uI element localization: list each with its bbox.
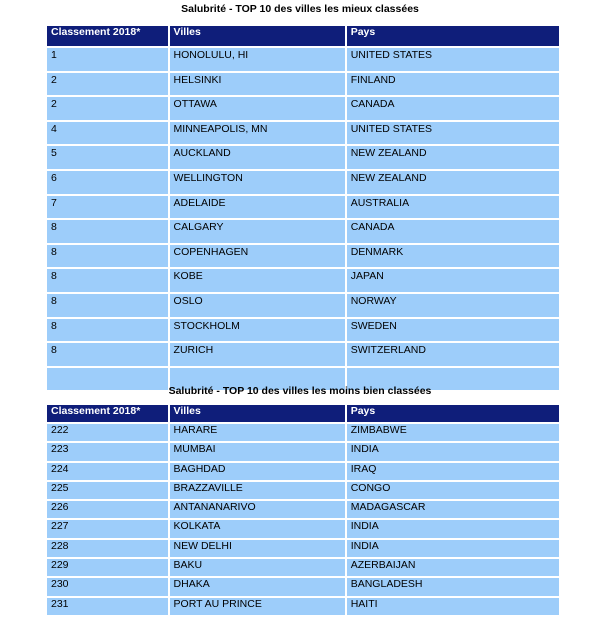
city-cell: ADELAIDE bbox=[170, 196, 345, 219]
country-cell: UNITED STATES bbox=[347, 48, 559, 71]
country-cell: DENMARK bbox=[347, 245, 559, 268]
country-cell: ZIMBABWE bbox=[347, 424, 559, 441]
rank-cell: 2 bbox=[47, 73, 168, 96]
city-cell: ANTANANARIVO bbox=[170, 501, 345, 518]
table-row bbox=[47, 196, 559, 219]
rank-cell: 227 bbox=[47, 520, 168, 537]
rank-cell: 2 bbox=[47, 97, 168, 120]
table-row bbox=[47, 48, 559, 71]
rank-cell: 8 bbox=[47, 245, 168, 268]
top-table-title: Salubrité - TOP 10 des villes les mieux classées bbox=[181, 3, 419, 15]
rank-cell: 8 bbox=[47, 319, 168, 342]
bottom-table-title: Salubrité - TOP 10 des villes les moins bien classées bbox=[168, 385, 432, 397]
city-cell: WELLINGTON bbox=[170, 171, 345, 194]
table-row bbox=[47, 73, 559, 96]
table-row bbox=[47, 343, 559, 366]
header-row bbox=[47, 26, 559, 46]
table-row bbox=[47, 269, 559, 292]
table-row bbox=[47, 146, 559, 169]
country-cell: NEW ZEALAND bbox=[347, 146, 559, 169]
table-row bbox=[47, 463, 559, 480]
country-column-header: Pays bbox=[347, 26, 559, 46]
rank-cell: 223 bbox=[47, 443, 168, 460]
country-cell: CONGO bbox=[347, 482, 559, 499]
country-cell: MADAGASCAR bbox=[347, 501, 559, 518]
city-column-header: Villes bbox=[170, 405, 345, 422]
city-cell: KOLKATA bbox=[170, 520, 345, 537]
header-row bbox=[47, 405, 559, 422]
table-header bbox=[47, 405, 559, 422]
rank-cell: 230 bbox=[47, 578, 168, 595]
country-cell: SWITZERLAND bbox=[347, 343, 559, 366]
city-cell: HONOLULU, HI bbox=[170, 48, 345, 71]
country-cell: NEW ZEALAND bbox=[347, 171, 559, 194]
rank-cell: 8 bbox=[47, 343, 168, 366]
city-cell: BAKU bbox=[170, 559, 345, 576]
rank-cell: 229 bbox=[47, 559, 168, 576]
table-row bbox=[47, 482, 559, 499]
city-cell: COPENHAGEN bbox=[170, 245, 345, 268]
city-cell: KOBE bbox=[170, 269, 345, 292]
table-row bbox=[47, 520, 559, 537]
rank-cell: 222 bbox=[47, 424, 168, 441]
country-cell: INDIA bbox=[347, 443, 559, 460]
table-row bbox=[47, 245, 559, 268]
city-cell: NEW DELHI bbox=[170, 540, 345, 557]
rank-cell: 8 bbox=[47, 220, 168, 243]
table-row bbox=[47, 540, 559, 557]
city-cell: OSLO bbox=[170, 294, 345, 317]
country-cell: CANADA bbox=[347, 220, 559, 243]
country-column-header: Pays bbox=[347, 405, 559, 422]
rank-cell: 8 bbox=[47, 269, 168, 292]
city-cell: BRAZZAVILLE bbox=[170, 482, 345, 499]
city-cell: AUCKLAND bbox=[170, 146, 345, 169]
country-cell: BANGLADESH bbox=[347, 578, 559, 595]
table-row bbox=[47, 294, 559, 317]
table-row bbox=[47, 501, 559, 518]
country-cell: JAPAN bbox=[347, 269, 559, 292]
country-cell: IRAQ bbox=[347, 463, 559, 480]
rank-cell: 225 bbox=[47, 482, 168, 499]
city-cell: PORT AU PRINCE bbox=[170, 598, 345, 615]
rank-cell: 224 bbox=[47, 463, 168, 480]
city-cell: BAGHDAD bbox=[170, 463, 345, 480]
country-cell: FINLAND bbox=[347, 73, 559, 96]
rank-cell: 4 bbox=[47, 122, 168, 145]
rank-cell: 7 bbox=[47, 196, 168, 219]
table-row bbox=[47, 171, 559, 194]
country-cell: SWEDEN bbox=[347, 319, 559, 342]
country-cell: INDIA bbox=[347, 520, 559, 537]
city-column-header: Villes bbox=[170, 26, 345, 46]
city-cell: HELSINKI bbox=[170, 73, 345, 96]
city-cell: DHAKA bbox=[170, 578, 345, 595]
table-row bbox=[47, 424, 559, 441]
country-cell: UNITED STATES bbox=[347, 122, 559, 145]
city-cell: OTTAWA bbox=[170, 97, 345, 120]
rank-column-header: Classement 2018* bbox=[47, 405, 168, 422]
city-cell: MUMBAI bbox=[170, 443, 345, 460]
city-cell: HARARE bbox=[170, 424, 345, 441]
table-row bbox=[47, 559, 559, 576]
table-row bbox=[47, 578, 559, 595]
city-cell: STOCKHOLM bbox=[170, 319, 345, 342]
country-cell: INDIA bbox=[347, 540, 559, 557]
country-cell: CANADA bbox=[347, 97, 559, 120]
table-row bbox=[47, 598, 559, 615]
country-cell: AZERBAIJAN bbox=[347, 559, 559, 576]
table-body bbox=[47, 48, 559, 390]
rank-cell: 231 bbox=[47, 598, 168, 615]
best-cities-table bbox=[45, 24, 561, 392]
rank-cell: 226 bbox=[47, 501, 168, 518]
table-header bbox=[47, 26, 559, 46]
table-row bbox=[47, 122, 559, 145]
city-cell: ZURICH bbox=[170, 343, 345, 366]
country-cell: HAITI bbox=[347, 598, 559, 615]
rank-cell: 5 bbox=[47, 146, 168, 169]
table-row bbox=[47, 443, 559, 460]
table-row bbox=[47, 97, 559, 120]
rank-cell: 8 bbox=[47, 294, 168, 317]
rank-cell: 1 bbox=[47, 48, 168, 71]
table-row bbox=[47, 319, 559, 342]
city-cell: CALGARY bbox=[170, 220, 345, 243]
rank-column-header: Classement 2018* bbox=[47, 26, 168, 46]
worst-cities-table bbox=[45, 403, 561, 617]
city-cell: MINNEAPOLIS, MN bbox=[170, 122, 345, 145]
rank-cell: 228 bbox=[47, 540, 168, 557]
table-body bbox=[47, 424, 559, 615]
rank-cell: 6 bbox=[47, 171, 168, 194]
country-cell: NORWAY bbox=[347, 294, 559, 317]
country-cell: AUSTRALIA bbox=[347, 196, 559, 219]
table-row bbox=[47, 220, 559, 243]
